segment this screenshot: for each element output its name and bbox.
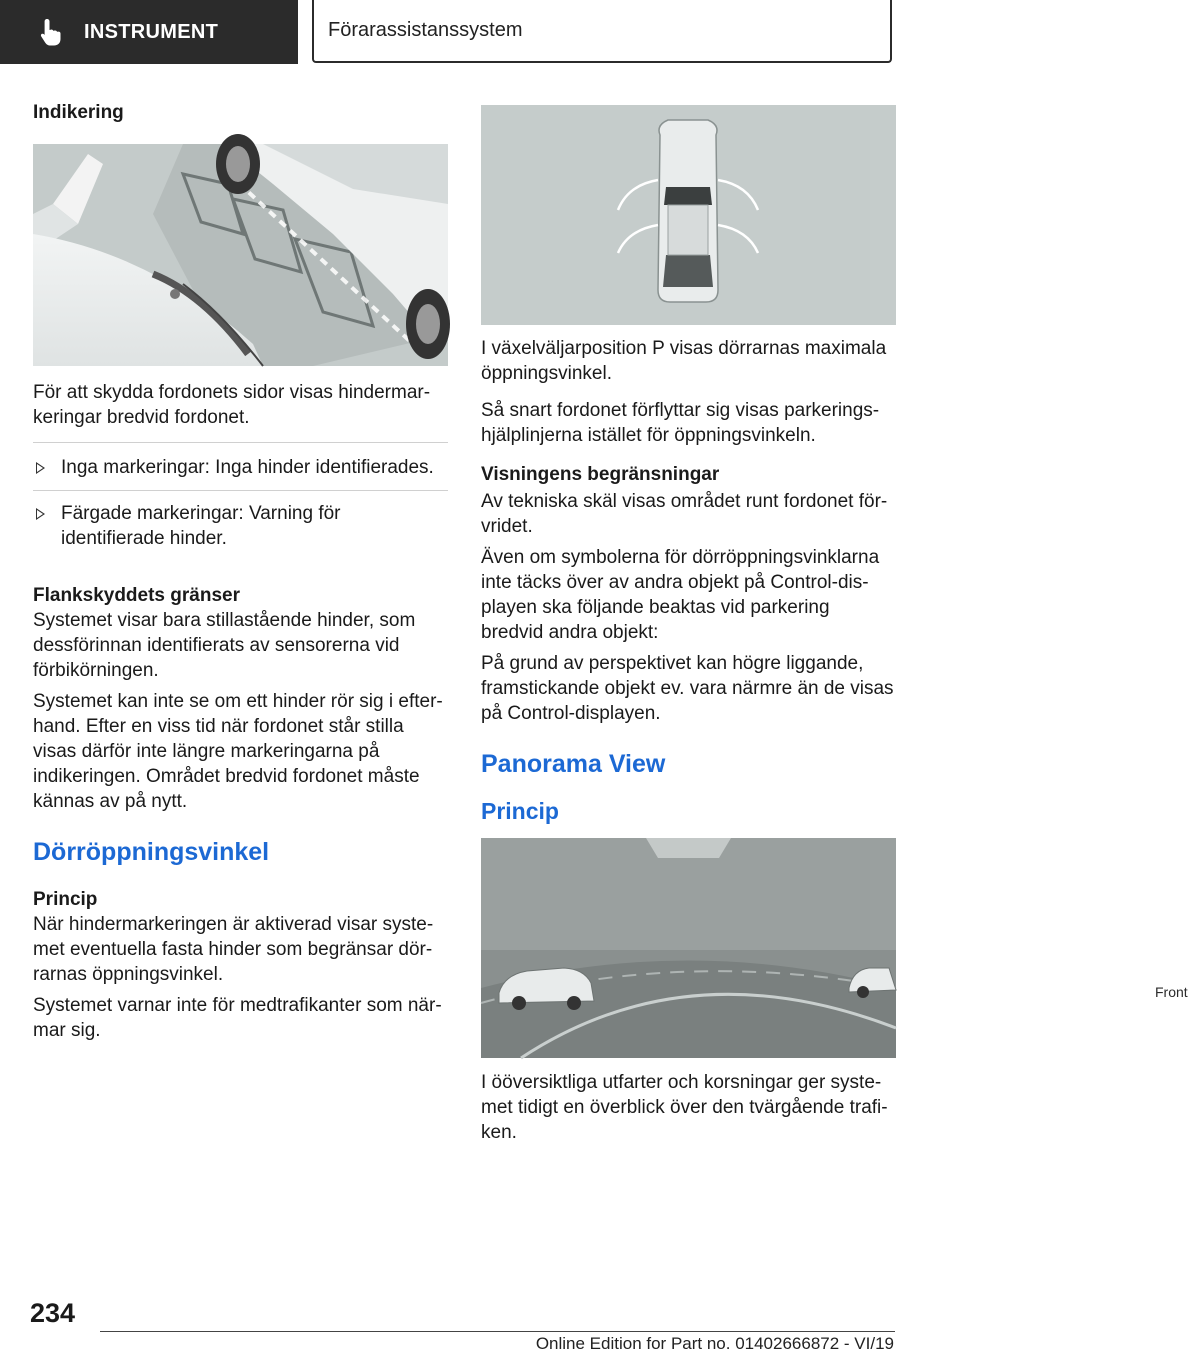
limits-paragraph-2: Även om symbolerna för dörröppningsvinklarna inte täcks över av andra objekt på Control-displayen ska följande beaktas vid parkering bredvid andra objekt:	[481, 547, 880, 643]
door-angle-illustration	[481, 105, 896, 325]
indikering-paragraph: För att skydda fordonets sidor visas hindermarkeringar bredvid fordonet.	[33, 382, 431, 428]
bullet-divider-top	[33, 442, 448, 443]
door-angle-heading: Dörröppningsvinkel	[33, 838, 270, 866]
flank-paragraph-1: Systemet visar bara stillastående hinder, som dessförinnan identifierats av sensorerna vid förbikörningen.	[33, 610, 416, 681]
triangle-bullet-icon	[36, 462, 45, 474]
front-label: Front	[1155, 984, 1188, 1000]
limits-title: Visningens begränsningar	[481, 464, 720, 485]
panorama-heading: Panorama View	[481, 750, 666, 778]
chapter-label: Förarassistanssystem	[328, 19, 523, 41]
flank-title: Flankskyddets gränser	[33, 585, 240, 606]
page-number: 234	[30, 1298, 76, 1328]
section-tab	[0, 0, 298, 64]
section-label: INSTRUMENT	[84, 20, 219, 43]
door-paragraph-2: Systemet varnar inte för medtrafikanter som närmar sig.	[33, 995, 442, 1041]
left-column	[33, 100, 448, 1043]
panorama-view-illustration	[481, 838, 1188, 1058]
door-caption-2: Så snart fordonet förflyttar sig visas parkeringshjälplinjerna istället för öppningsvinkeln.	[481, 400, 880, 446]
princip-title: Princip	[33, 889, 98, 910]
flank-paragraph-2: Systemet kan inte se om ett hinder rör sig i efterhand. Efter en viss tid när fordonet står stilla visas därför inte längre markeringarna på indikeringen. Området bredvid fordonet måste kännas av på nytt.	[33, 691, 443, 812]
footer-edition: Online Edition for Part no. 01402666872 - VI/19	[535, 1334, 894, 1353]
list-item: Inga markeringar: Inga hinder identifierades.	[33, 455, 448, 480]
limits-paragraph-3: På grund av perspektivet kan högre liggande, framstickande objekt ev. vara närmre än de visas på Control-displayen.	[481, 653, 894, 724]
side-protection-illustration	[33, 144, 448, 366]
chapter-tab	[312, 0, 892, 63]
triangle-bullet-icon	[36, 508, 45, 520]
limits-paragraph-1: Av tekniska skäl visas området runt fordonet förvridet.	[481, 491, 888, 537]
list-item: Färgade markeringar: Varning för identifierade hinder.	[33, 490, 448, 551]
pointing-hand-icon	[38, 17, 66, 47]
panorama-paragraph: I ööversiktliga utfarter och korsningar ger systemet tidigt en överblick över den tvärgående trafiken.	[481, 1072, 888, 1143]
door-paragraph-1: När hindermarkeringen är aktiverad visar systemet eventuella fasta hinder som begränsar dörrarnas öppningsvinkel.	[33, 914, 434, 985]
door-caption-1: I växelväljarposition P visas dörrarnas maximala öppningsvinkel.	[481, 338, 887, 384]
footer-rule	[100, 1331, 895, 1332]
panorama-princip-heading: Princip	[481, 798, 559, 824]
indikering-title: Indikering	[33, 102, 124, 123]
right-column	[481, 105, 1188, 1145]
marking-list	[33, 455, 448, 551]
